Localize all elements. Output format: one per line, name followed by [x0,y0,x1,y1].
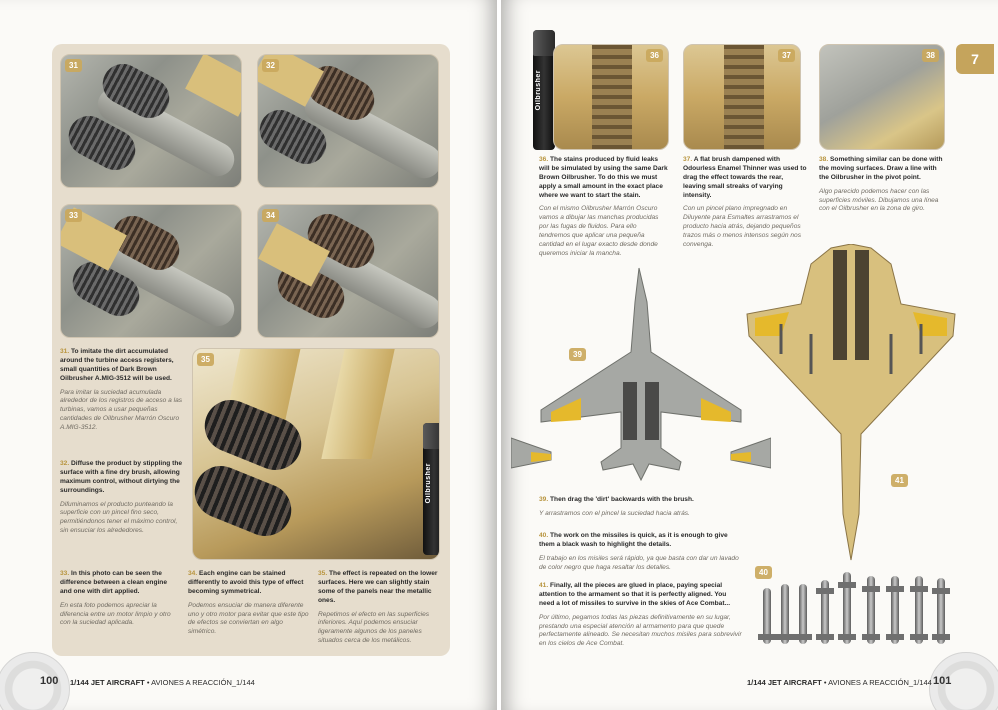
bottle-label: Oilbrusher [425,463,432,504]
photo-number: 31 [65,59,82,72]
caption-33: 33. In this photo can be seen the difference between a clean engine and one with dirt applied. En esta foto podemos apreciar la diferencia entre un motor limpio y otro con la suciedad aplicada. [60,570,171,627]
caption-36: 36. The stains produced by fluid leaks will be simulated by using the same Dark Brown Oilbrusher. To do this we must apply a small amount in the exact place where we want to start the stain. Con el mismo Oilbrusher Marrón Oscuro vamos a dibujar las manchas producidas por las fugas de fluidos. Para ello tendremos que aplicar una pequeña cantidad en el lugar exacto desde donde queremos iniciar la mancha. [539,156,668,257]
photo-38 [819,44,945,150]
caption-41: 41. Finally, all the pieces are glued in place, paying special attention to the armament so that it is perfectly aligned. You need a lot of missiles to survive in the skies of Ace Combat... Por último, pegamos todas las piezas definitivamente en su lugar, prestando una especial atención al armamento para que quede perfectamente alineado. Se necesitan muchos misiles para sobrevivir en los cielos de Ace Combat. [539,582,742,648]
photo-number-41: 41 [891,474,908,487]
photo-number: 35 [197,353,214,366]
gauge-decoration [0,652,70,710]
photo-41 [741,244,961,562]
page-number: 100 [40,675,59,687]
photo-number: 32 [262,59,279,72]
chapter-tab: 7 [956,44,994,74]
photo-32 [257,54,439,188]
photo-34 [257,204,439,338]
bottle-label: Oilbrusher [535,70,542,111]
photo-36 [553,44,669,150]
caption-39: 39. Then drag the 'dirt' backwards with the brush. Y arrastramos con el pincel la suciedad hacia atrás. [539,496,694,517]
photo-number: 40 [755,566,772,579]
photo-33 [60,204,242,338]
caption-38: 38. Something similar can be done with the moving surfaces. Draw a line with the Oilbrusher in the pivot point. Algo parecido podemos hacer con las superficies móviles. Dibujamos una línea con el Oilbrusher en la zona de giro. [819,156,943,213]
photo-35 [192,348,440,560]
photo-31 [60,54,242,188]
photo-40 [755,566,955,648]
photo-number-39: 39 [569,348,586,361]
photo-number: 38 [922,49,939,62]
photo-number: 34 [262,209,279,222]
page-footer: 1/144 JET AIRCRAFT • AVIONES A REACCIÓN_1/144 [747,678,932,687]
right-page [501,0,998,710]
caption-31: 31. To imitate the dirt accumulated around the turbine access registers, small quantities of Dark Brown Oilbrusher A.MIG-3512 will be used. Para imitar la suciedad acumulada alrededor de los registros de acceso a las turbinas, vamos a usar pequeñas cantidades de Oilbrusher Marrón Oscuro A.MIG-3512. [60,348,183,432]
photo-number: 33 [65,209,82,222]
left-page [0,0,497,710]
caption-32: 32. Diffuse the product by stippling the surface with a fine dry brush, allowing maximum control, without dirtying the surroundings. Difuminamos el producto punteando la superficie con un pincel fino seco, permitiéndonos tener el máximo control, sin ensuciar los alrededores. [60,460,183,535]
caption-34: 34. Each engine can be stained differently to avoid this type of effect becoming symmetrical. Podemos ensuciar de manera diferente uno y otro motor para evitar que este tipo de efectos se conviertan en algo simétrico. [188,570,309,636]
page-footer: 1/144 JET AIRCRAFT • AVIONES A REACCIÓN_1/144 [70,678,255,687]
photo-39 [511,262,771,486]
page-number: 101 [933,675,952,687]
oilbrusher-bottle [423,423,440,555]
photo-37 [683,44,801,150]
caption-37: 37. A flat brush dampened with Odourless Enamel Thinner was used to drag the effect towards the rear, leaving small streaks of varying intensity. Con un pincel plano impregnado en Diluyente para Esmaltes arrastramos el producto hacia atrás, dejando pequeños trazos más o menos intensos según nos convenga. [683,156,807,249]
photo-number: 36 [646,49,663,62]
caption-40: 40. The work on the missiles is quick, as it is enough to give them a black wash to highlight the details. El trabajo en los misiles será rápido, ya que basta con dar un lavado de color negro que haga resaltar los detalles. [539,532,739,571]
caption-35: 35. The effect is repeated on the lower surfaces. Here we can slightly stain some of the panels near the metallic ones. Repetimos el efecto en las superficies inferiores. Aquí podemos ensuciar ligeramente algunos de los paneles situados cerca de los metálicos. [318,570,438,645]
photo-number: 37 [778,49,795,62]
oilbrusher-bottle [533,30,555,150]
